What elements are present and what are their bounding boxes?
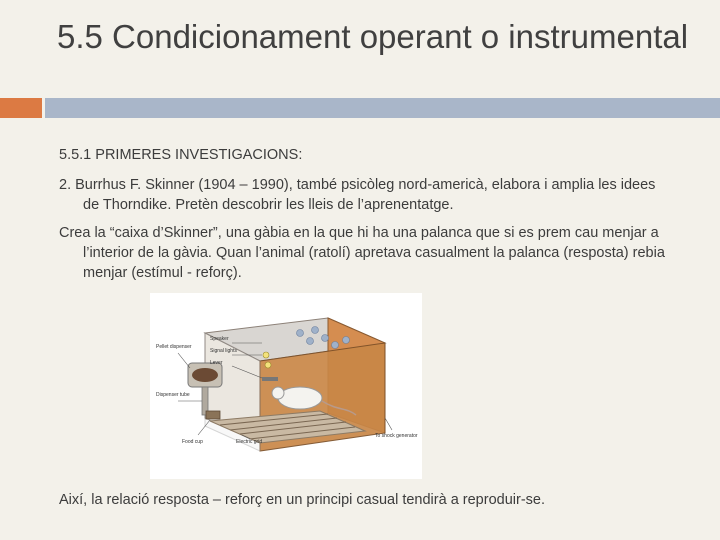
paragraph-skinner-box: Crea la “caixa d’Skinner”, una gàbia en la que hi ha una palanca que si es prem cau menjar a l’interior de la gàvia. Quan l’animal (ratolí) apretava casualment la palanca (resposta) rebia menjar (estímul - reforç). xyxy=(59,225,665,281)
paragraph-skinner: 2. Burrhus F. Skinner (1904 – 1990), també psicòleg nord-americà, elabora i amplia les idees de Thorndike. Pretèn descobrir les lleis de l’aprenentatge. xyxy=(59,177,656,213)
label-speaker: Speaker xyxy=(210,336,229,342)
label-pellet-dispenser: Pellet dispenser xyxy=(156,344,192,350)
title-accent-bar-blue xyxy=(45,98,720,118)
label-dispenser-tube: Dispenser tube xyxy=(156,392,190,398)
skinner-box-drawing xyxy=(150,293,422,479)
label-food-cup: Food cup xyxy=(182,439,203,445)
section-heading: 5.5.1 PRIMERES INVESTIGACIONS: xyxy=(59,147,303,163)
slide-title: 5.5 Condicionament operant o instrumental xyxy=(57,18,689,55)
label-shock-generator: To shock generator xyxy=(375,433,418,439)
title-accent-bar-orange xyxy=(0,98,42,118)
skinner-box-illustration xyxy=(150,293,422,479)
label-lever: Lever xyxy=(210,360,223,366)
label-electric-grid: Electric grid xyxy=(236,439,263,445)
closing-text: Així, la relació resposta – reforç en un principi casual tendirà a reproduir-se. xyxy=(59,492,545,508)
label-signal-lights: Signal lights xyxy=(210,348,237,354)
slide-body xyxy=(59,145,669,291)
